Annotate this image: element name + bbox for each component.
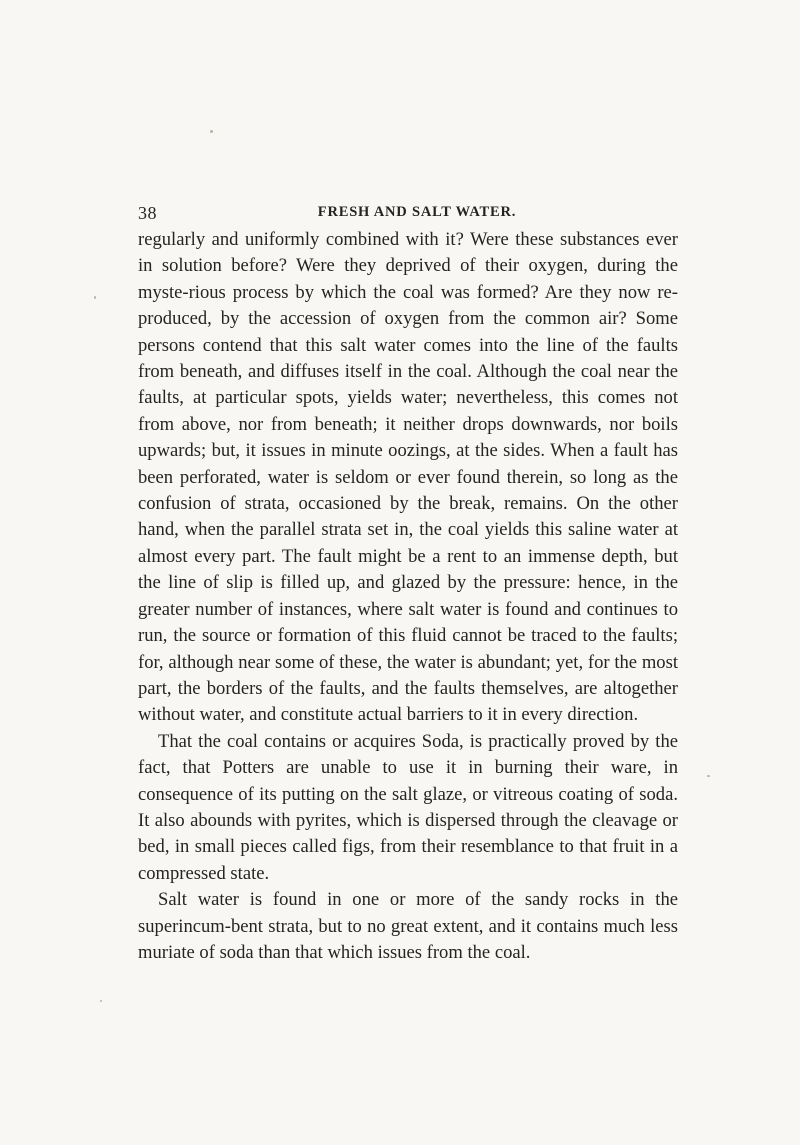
running-head [138,203,678,227]
page-number: 38 [138,203,157,223]
body-text [138,227,678,966]
paper-speck [210,130,213,133]
paragraph-salt-water-faults: regularly and uniformly combined with it? Were these substances ever in solution before? Were they deprived of their oxygen, during the myste-rious process by which the coal was formed? Are they now re-produced, by the accession of oxygen from the common air? Some persons contend that this salt water comes into the line of the faults from beneath, and diffuses itself in the coal. Although the coal near the faults, at particular spots, yields water; nevertheless, this comes not from above, nor from beneath; it neither drops downwards, nor boils upwards; but, it issues in minute oozings, at the sides. When a fault has been perforated, water is seldom or ever found therein, so long as the confusion of strata, occasioned by the break, remains. On the other hand, when the parallel strata set in, the coal yields this saline water at almost every part. The fault might be a rent to an immense depth, but the line of slip is filled up, and glazed by the pressure: hence, in the greater number of instances, where salt water is found and continues to run, the source or formation of this fluid cannot be traced to the faults; for, although near some of these, the water is abundant; yet, for the most part, the borders of the faults, and the faults themselves, are altogether without water, and constitute actual barriers to it in every direction. [138,229,678,726]
running-title: FRESH AND SALT WATER. [317,204,517,220]
paper-speck [94,296,96,299]
paper-speck [707,775,710,777]
paragraph-coal-soda: That the coal contains or acquires Soda, is practically proved by the fact, that Potters are unable to use it in burning their ware, in consequence of its putting on the salt glaze, or vitreous coating of soda. It also abounds with pyrites, which is dispersed through the cleavage or bed, in small pieces called figs, from their resemblance to that fruit in a compressed state. [138,730,678,884]
paper-speck [100,1000,102,1002]
paragraph-superincumbent-strata: Salt water is found in one or more of the sandy rocks in the superincum-bent strata, but to no great extent, and it contains much less muriate of soda than that which issues from the coal. [138,889,678,963]
